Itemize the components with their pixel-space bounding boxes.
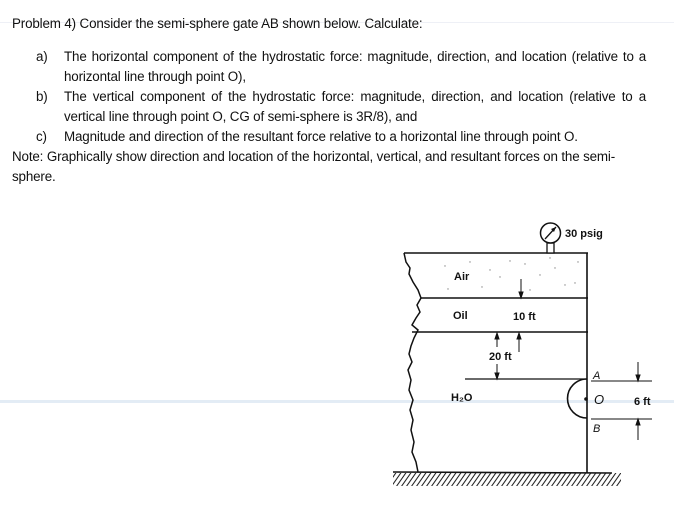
tank-break-edge [404,253,421,472]
problem-title: Problem 4) Consider the semi-sphere gate AB shown below. Calculate: [12,16,423,31]
question-text: The horizontal component of the hydrostatic force: magnitude, direction, and location (relative to a horizontal line through point O), [64,49,646,84]
layer-label-air: Air [454,271,470,283]
ground-hatch-icon [393,472,621,486]
question-text: The vertical component of the hydrostatic force: magnitude, direction, and location (relative to a vertical line through point O, CG of semi-sphere is 3R/8), and [64,89,646,124]
question-marker: a) [36,49,48,64]
gate-height-label: 6 ft [634,396,651,408]
problem-note: Note: Graphically show direction and location of the horizontal, vertical, and resultant forces on the semi-sphere. [12,149,616,184]
layer-label-oil: Oil [453,310,468,322]
oil-thickness-label: 10 ft [513,311,536,323]
point-label-o: O [594,392,605,407]
question-marker: b) [36,89,48,104]
center-point [584,397,588,401]
gauge-label: 30 psig [565,228,603,240]
semi-sphere-gate [568,379,588,418]
layer-label-water: H₂O [451,392,473,404]
point-label-a: A [593,370,601,382]
question-marker: c) [36,129,47,144]
point-label-b: B [593,423,601,435]
pressure-gauge-icon [541,223,561,253]
question-text: Magnitude and direction of the resultant force relative to a horizontal line through point O. [64,129,578,144]
depth-label: 20 ft [489,351,512,363]
